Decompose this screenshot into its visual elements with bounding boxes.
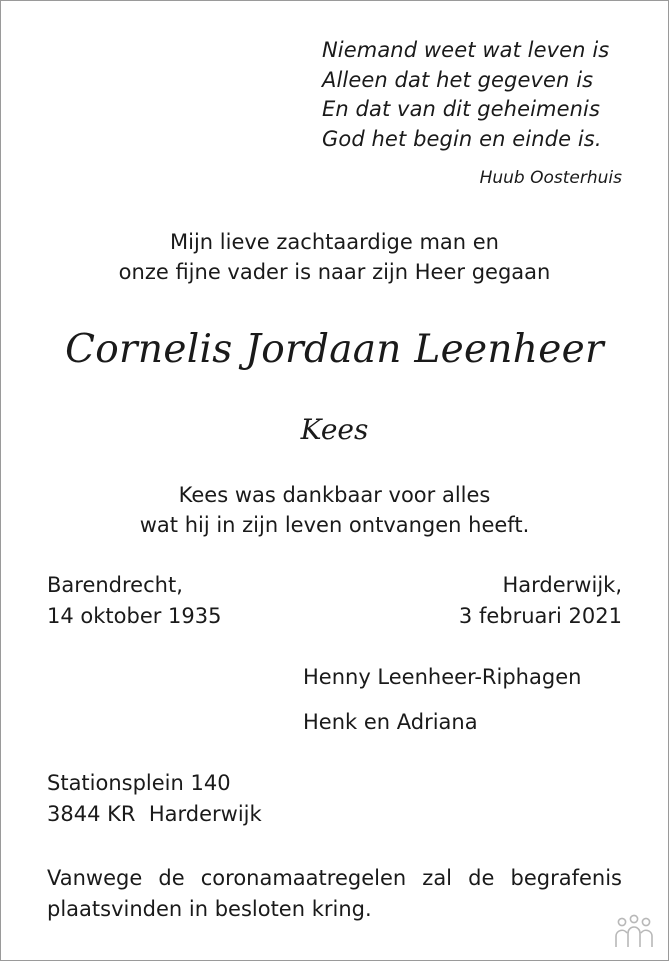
birth-place: Barendrecht, (47, 573, 183, 597)
death-place: Harderwijk, (502, 573, 622, 597)
deceased-nickname: Kees (300, 413, 369, 446)
address (47, 768, 262, 830)
people-group-icon (611, 913, 657, 949)
poem-line-4: God het begin en einde is. (322, 126, 602, 151)
death-info (459, 570, 622, 632)
poem-line-1: Niemand weet wat leven is (322, 38, 610, 62)
quote-line-2: wat hij in zijn leven ontvangen heeft. (139, 513, 530, 537)
poem-author: Huub Oosterhuis (479, 168, 622, 188)
death-date: 3 februari 2021 (458, 604, 622, 628)
funeral-note: Vanwege de coronamaatregelen zal de begrafenis plaatsvinden in besloten kring. (47, 866, 622, 921)
poem-line-2: Alleen dat het gegeven is (322, 67, 594, 92)
intro-line-1: Mijn lieve zachtaardige man en (170, 230, 499, 254)
quote-text (0, 480, 669, 540)
intro-line-2: onze fijne vader is naar zijn Heer gegaan (118, 260, 551, 284)
family-spouse: Henny Leenheer-Riphagen (303, 665, 582, 689)
family-children: Henk en Adriana (303, 710, 478, 734)
intro-text (0, 227, 669, 287)
poem-line-3: En dat van dit geheimenis (322, 97, 600, 121)
address-city: 3844 KR Harderwijk (47, 802, 262, 826)
deceased-name: Cornelis Jordaan Leenheer (65, 327, 604, 372)
birth-date: 14 oktober 1935 (47, 604, 222, 628)
poem (322, 36, 609, 154)
quote-line-1: Kees was dankbaar voor alles (178, 483, 491, 507)
address-street: Stationsplein 140 (47, 771, 231, 795)
birth-info (47, 570, 222, 632)
